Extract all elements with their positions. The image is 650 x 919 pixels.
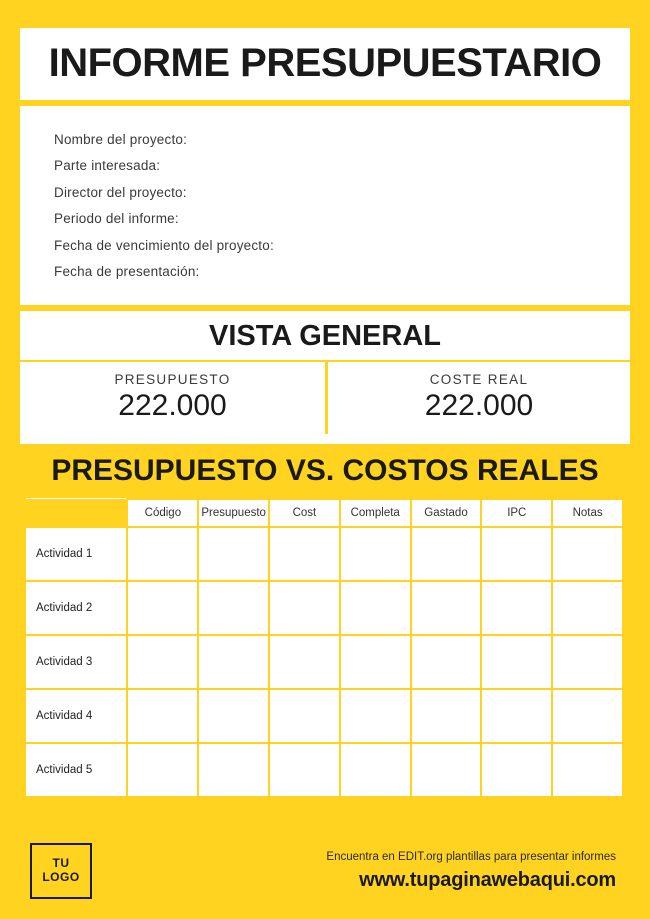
overview-actual-cost-label: COSTE REAL [429,371,529,387]
table-row [26,743,623,797]
comparison-table-wrapper [24,496,626,800]
field-label-stakeholder: Parte interesada: [54,158,161,173]
field-label-project-name: Nombre del proyecto: [54,131,188,147]
cell-actividad5-cost[interactable] [269,743,340,797]
cell-actividad3-codigo[interactable] [127,635,198,689]
field-label-project-due-date: Fecha de vencimiento del proyecto: [54,237,274,253]
table-row [26,635,623,689]
overview-actual-cost-cell [325,362,630,434]
column-header-presupuesto: Presupuesto [198,499,269,527]
cell-actividad2-gastado[interactable] [411,581,482,635]
project-fields-section [20,106,630,305]
column-header-codigo: Código [127,499,198,527]
table-header-row [26,499,623,527]
footer-text-block [326,851,622,892]
table-row [26,527,623,581]
overview-budget-value: 222.000 [118,388,227,422]
column-header-cost: Cost [269,499,340,527]
overview-heading: VISTA GENERAL [208,320,441,352]
cell-actividad4-codigo[interactable] [127,689,198,743]
column-header-completa: Completa [340,499,411,527]
cell-actividad2-ipc[interactable] [481,581,552,635]
cell-actividad2-codigo[interactable] [127,581,198,635]
cell-actividad5-notas[interactable] [552,743,623,797]
cell-actividad5-gastado[interactable] [411,743,482,797]
comparison-table [26,498,624,798]
footer [20,827,630,901]
cell-actividad2-presupuesto[interactable] [198,581,269,635]
cell-actividad5-ipc[interactable] [481,743,552,797]
row-label-actividad-2: Actividad 2 [26,581,127,635]
row-label-actividad-3: Actividad 3 [26,635,127,689]
cell-actividad5-completa[interactable] [340,743,411,797]
cell-actividad1-cost[interactable] [269,527,340,581]
cell-actividad3-ipc[interactable] [481,635,552,689]
comparison-heading: PRESUPUESTO VS. COSTOS REALES [51,453,599,487]
cell-actividad1-completa[interactable] [340,527,411,581]
row-label-actividad-4: Actividad 4 [26,689,127,743]
overview-budget-cell [20,362,325,434]
cell-actividad5-codigo[interactable] [127,743,198,797]
cell-actividad3-gastado[interactable] [411,635,482,689]
page-title: INFORME PRESUPUESTARIO [48,41,602,85]
row-label-actividad-1: Actividad 1 [26,527,127,581]
cell-actividad3-completa[interactable] [340,635,411,689]
cell-actividad4-cost[interactable] [269,689,340,743]
field-label-project-director: Director del proyecto: [54,184,187,200]
cell-actividad2-cost[interactable] [269,581,340,635]
cell-actividad1-ipc[interactable] [481,527,552,581]
cell-actividad4-presupuesto[interactable] [198,689,269,743]
cell-actividad5-presupuesto[interactable] [198,743,269,797]
column-header-gastado: Gastado [411,499,482,527]
overview-values-row [20,360,630,434]
cell-actividad1-notas[interactable] [552,527,623,581]
logo-placeholder [30,843,92,899]
cell-actividad2-notas[interactable] [552,581,623,635]
column-header-notas: Notas [552,499,623,527]
cell-actividad4-completa[interactable] [340,689,411,743]
table-row [26,581,623,635]
footer-url: www.tupaginawebaqui.com [359,868,616,891]
table-corner-cell [26,499,127,527]
column-header-ipc: IPC [481,499,552,527]
footer-tagline: Encuentra en EDIT.org plantillas para presentar informes [326,850,616,863]
cell-actividad2-completa[interactable] [340,581,411,635]
table-row [26,689,623,743]
cell-actividad4-gastado[interactable] [411,689,482,743]
cell-actividad4-ipc[interactable] [481,689,552,743]
cell-actividad4-notas[interactable] [552,689,623,743]
overview-budget-label: PRESUPUESTO [114,371,231,387]
field-label-submission-date: Fecha de presentación: [54,264,200,279]
cell-actividad1-presupuesto[interactable] [198,527,269,581]
cell-actividad1-gastado[interactable] [411,527,482,581]
cell-actividad3-presupuesto[interactable] [198,635,269,689]
title-band [20,28,630,100]
field-label-report-period: Periodo del informe: [54,211,179,226]
cell-actividad3-notas[interactable] [552,635,623,689]
overview-actual-cost-value: 222.000 [424,388,534,422]
logo-line-2: LOGO [42,870,80,884]
overview-section [20,311,630,444]
row-label-actividad-5: Actividad 5 [26,743,127,797]
logo-line-1: TU [52,856,70,871]
cell-actividad1-codigo[interactable] [127,527,198,581]
cell-actividad3-cost[interactable] [269,635,340,689]
